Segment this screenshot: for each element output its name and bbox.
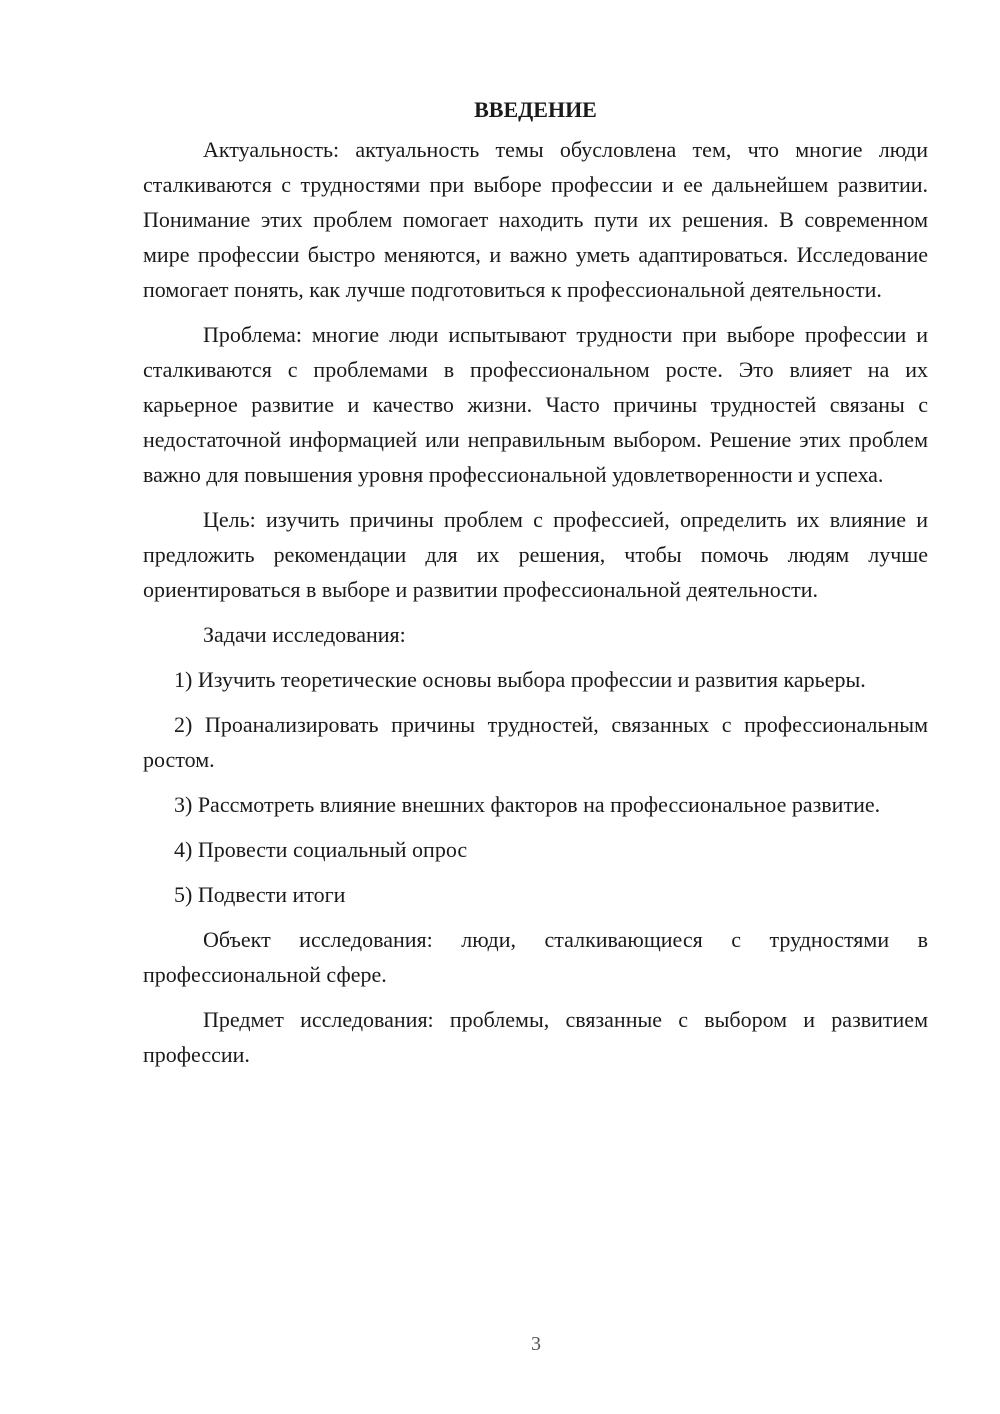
- document-page: [143, 92, 928, 1082]
- object-paragraph: Объект исследования: люди, сталкивающиеся с трудностями в профессиональной сфере.: [143, 927, 928, 987]
- goal-paragraph: Цель: изучить причины проблем с профессией, определить их влияние и предложить рекомендации для их решения, чтобы помочь людям лучше ориентироваться в выборе и развитии профессиональной деятельности.: [143, 507, 928, 602]
- relevance-paragraph: Актуальность: актуальность темы обусловлена тем, что многие люди сталкиваются с трудностями при выборе профессии и ее дальнейшем развитии. Понимание этих проблем помогает находить пути их решения. В современном мире профессии быстро меняются, и важно уметь адаптироваться. Исследование помогает понять, как лучше подготовиться к профессиональной деятельности.: [143, 137, 928, 302]
- section-title: ВВЕДЕНИЕ: [474, 97, 597, 122]
- page-number: 3: [531, 1333, 541, 1355]
- problem-paragraph: Проблема: многие люди испытывают трудности при выборе профессии и сталкиваются с проблемами в профессиональном росте. Это влияет на их карьерное развитие и качество жизни. Часто причины трудностей связаны с недостаточной информацией или неправильным выбором. Решение этих проблем важно для повышения уровня профессиональной удовлетворенности и успеха.: [143, 322, 928, 487]
- task-item-1: 1) Изучить теоретические основы выбора профессии и развития карьеры.: [174, 667, 866, 692]
- task-item-3: 3) Рассмотреть влияние внешних факторов на профессиональное развитие.: [174, 792, 881, 817]
- task-item-2: 2) Проанализировать причины трудностей, связанных с профессиональным ростом.: [143, 712, 928, 772]
- subject-paragraph: Предмет исследования: проблемы, связанные с выбором и развитием профессии.: [143, 1007, 928, 1067]
- tasks-heading: Задачи исследования:: [203, 622, 406, 647]
- task-item-4: 4) Провести социальный опрос: [174, 837, 468, 862]
- task-item-5: 5) Подвести итоги: [174, 882, 346, 907]
